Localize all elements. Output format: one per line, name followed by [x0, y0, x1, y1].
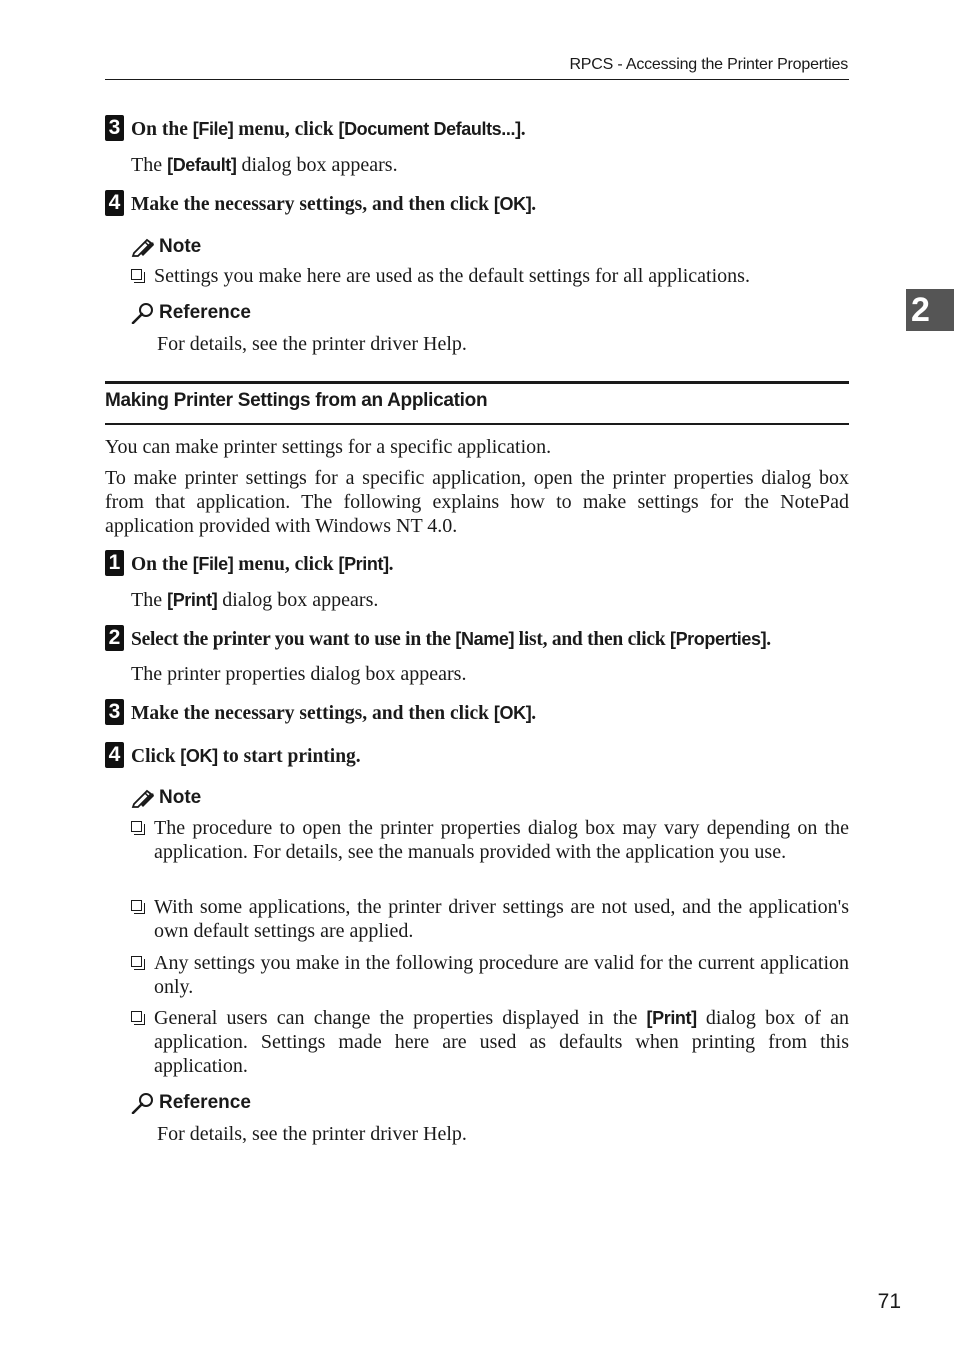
- step-result: The printer properties dialog box appears.: [131, 663, 467, 685]
- section-rule-bottom: [105, 423, 849, 425]
- step-instruction: Select the printer you want to use in the [Name] list, and then click [Properties].: [131, 629, 771, 650]
- reference-label: Reference: [159, 1092, 251, 1113]
- step-4-start-printing: [105, 742, 361, 768]
- chapter-tab: 2: [906, 289, 954, 331]
- step-result: The [Print] dialog box appears.: [131, 589, 379, 611]
- note-heading: [131, 787, 201, 809]
- step-3-make-settings: [105, 699, 536, 725]
- note-label: Note: [159, 787, 202, 808]
- step-number-icon: 3: [105, 699, 124, 725]
- reference-heading: [131, 302, 251, 324]
- step-number-icon: 1: [105, 550, 124, 576]
- note-item: Settings you make here are used as the default settings for all applications.: [131, 264, 849, 288]
- intro-paragraph: You can make printer settings for a specific application.: [105, 436, 552, 458]
- box-bullet-icon: [131, 900, 145, 914]
- section-title: Making Printer Settings from an Application: [105, 390, 488, 411]
- step-number-icon: 2: [105, 625, 124, 651]
- note-item: General users can change the properties displayed in the [Print] dialog box of an application. Settings made here are used as defaults when printing from this application.: [131, 1006, 849, 1078]
- step-4-make-settings: [105, 190, 536, 216]
- step-result: The [Default] dialog box appears.: [131, 154, 398, 176]
- page-number: 71: [877, 1290, 901, 1313]
- box-bullet-icon: [131, 821, 145, 835]
- step-number-icon: 3: [105, 115, 124, 141]
- header-rule: [105, 79, 849, 80]
- step-instruction: Make the necessary settings, and then click [OK].: [131, 194, 537, 215]
- step-instruction: Click [OK] to start printing.: [131, 746, 361, 767]
- step-instruction: On the [File] menu, click [Document Defaults...].: [131, 119, 526, 140]
- magnifier-reference-icon: [131, 302, 155, 324]
- reference-text: For details, see the printer driver Help.: [157, 1123, 467, 1145]
- note-heading: [131, 236, 201, 258]
- step-instruction: Make the necessary settings, and then click [OK].: [131, 703, 537, 724]
- note-item: Any settings you make in the following procedure are valid for the current application only.: [131, 951, 849, 999]
- step-instruction: On the [File] menu, click [Print].: [131, 554, 394, 575]
- running-title: RPCS - Accessing the Printer Properties: [569, 56, 848, 73]
- explanation-paragraph: To make printer settings for a specific application, open the printer properties dialog box from that application. The following explains how to make settings for the NotePad application provided with Windows NT 4.0.: [105, 467, 849, 537]
- note-label: Note: [159, 236, 202, 257]
- step-3-document-defaults: [105, 115, 526, 141]
- reference-heading: [131, 1092, 251, 1114]
- box-bullet-icon: [131, 956, 145, 970]
- step-number-icon: 4: [105, 190, 124, 216]
- reference-label: Reference: [159, 302, 251, 323]
- note-item: The procedure to open the printer properties dialog box may vary depending on the application. For details, see the manuals provided with the application you use.: [131, 816, 849, 864]
- box-bullet-icon: [131, 1011, 145, 1025]
- step-2-select-printer: [105, 625, 771, 651]
- reference-text: For details, see the printer driver Help.: [157, 333, 467, 355]
- magnifier-reference-icon: [131, 1092, 155, 1114]
- step-1-print-menu: [105, 550, 394, 576]
- section-rule-top: [105, 381, 849, 384]
- note-item: With some applications, the printer driver settings are not used, and the application's own default settings are applied.: [131, 895, 849, 943]
- pencil-note-icon: [131, 237, 155, 257]
- pencil-note-icon: [131, 788, 155, 808]
- box-bullet-icon: [131, 269, 145, 283]
- step-number-icon: 4: [105, 742, 124, 768]
